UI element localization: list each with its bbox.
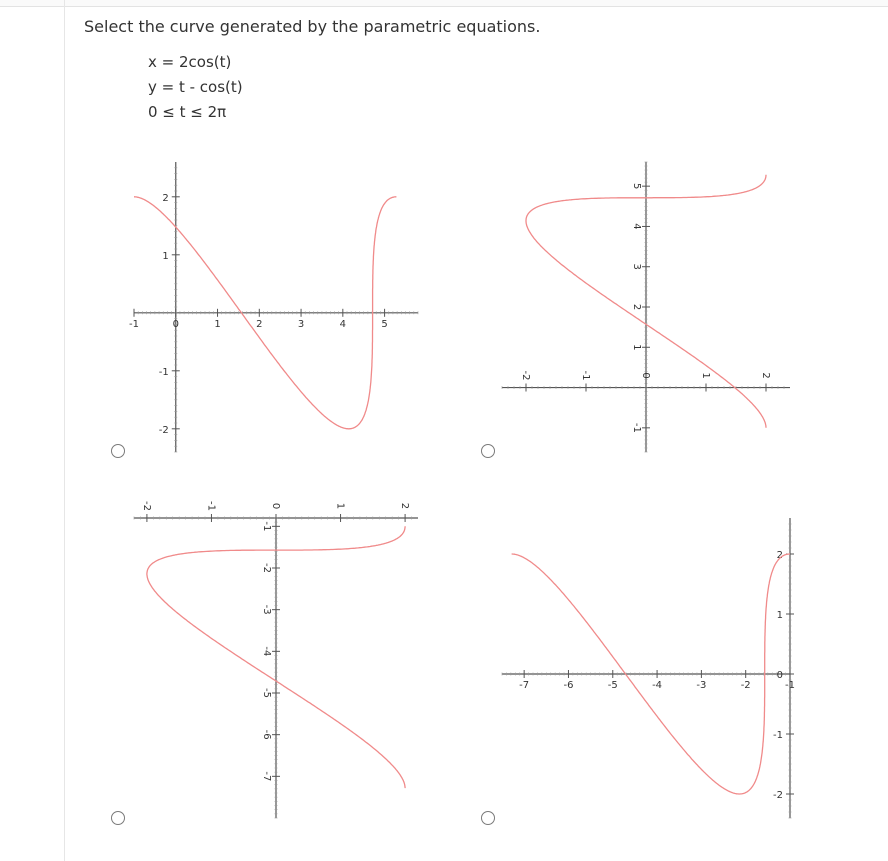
plot-option-b (502, 162, 790, 452)
x-tick-label: -1 (580, 370, 591, 381)
x-tick-label: 1 (334, 502, 346, 510)
x-tick-label: 1 (214, 318, 221, 330)
y-tick-label: 2 (776, 550, 783, 561)
x-tick-label: -3 (696, 680, 707, 691)
x-tick-label: 3 (297, 318, 305, 330)
y-tick-label: -2 (158, 424, 169, 436)
x-tick-label: 5 (381, 318, 388, 330)
y-tick-label: -6 (261, 729, 272, 740)
y-tick-label: 4 (631, 223, 642, 230)
x-tick-label: -2 (520, 370, 531, 381)
y-tick-label: 5 (631, 182, 642, 190)
x-tick-label: -2 (140, 501, 152, 511)
plot-option-d (502, 518, 795, 818)
x-tick-label: 2 (399, 502, 411, 510)
y-tick-label: 2 (631, 303, 642, 311)
y-tick-label: 1 (776, 610, 783, 621)
parameter-range: 0 ≤ t ≤ 2π (148, 103, 227, 121)
x-tick-label: -6 (563, 680, 574, 691)
y-tick-label: 3 (631, 263, 642, 270)
y-tick-label: -1 (631, 422, 642, 433)
y-tick-label: -7 (261, 771, 272, 782)
y-tick-label: -5 (261, 688, 272, 698)
equation-x: x = 2cos(t) (148, 53, 232, 71)
equation-y: y = t - cos(t) (148, 78, 243, 96)
y-tick-label: -4 (261, 646, 272, 657)
y-tick-label: -2 (773, 790, 783, 801)
x-tick-label: 1 (700, 372, 711, 379)
question-prompt: Select the curve generated by the parametric equations. (84, 17, 541, 36)
plot-option-a (129, 162, 418, 452)
x-tick-label: -1 (205, 501, 217, 511)
plot-option-c (134, 501, 418, 818)
y-tick-label: -1 (261, 521, 272, 532)
x-tick-label: -5 (607, 680, 618, 691)
x-tick-label: 2 (760, 372, 771, 379)
y-tick-label: -2 (261, 563, 272, 573)
y-tick-label: -3 (261, 604, 272, 615)
x-tick-label: -4 (652, 680, 663, 691)
y-tick-label: 1 (631, 344, 642, 351)
x-tick-label: -2 (740, 680, 751, 691)
y-tick-label: 2 (162, 192, 169, 204)
x-tick-label: 4 (339, 318, 347, 330)
x-tick-label: -1 (129, 318, 139, 330)
y-tick-label: 0 (776, 670, 783, 681)
y-tick-label: -1 (773, 730, 783, 741)
x-tick-label: -1 (785, 680, 795, 691)
x-tick-label: 2 (256, 318, 263, 330)
x-tick-label: -7 (519, 680, 530, 691)
x-tick-label: 0 (640, 372, 651, 379)
x-tick-label: 0 (270, 502, 281, 510)
x-tick-label: 0 (172, 318, 179, 330)
y-tick-label: -1 (158, 366, 169, 378)
y-tick-label: 1 (162, 250, 169, 262)
